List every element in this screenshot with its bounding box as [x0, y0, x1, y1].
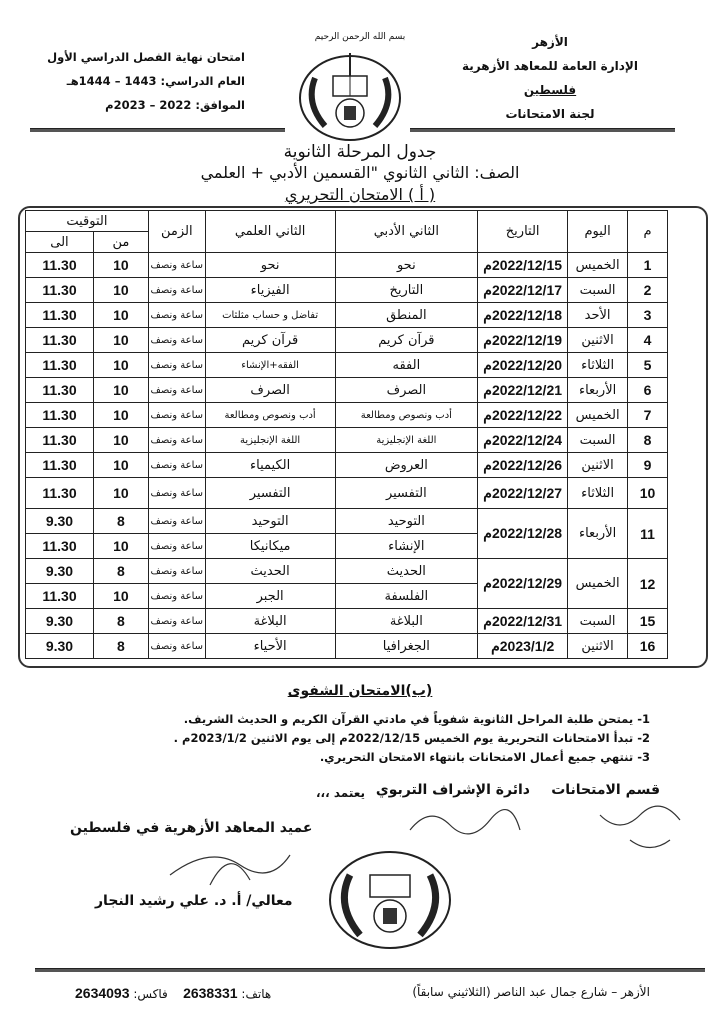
row-number: 4 [628, 328, 668, 353]
literary-subject: الصرف [335, 378, 478, 403]
row-number: 6 [628, 378, 668, 403]
header-from: من [93, 232, 148, 253]
approved-label: يعتمد ،،، [315, 786, 365, 800]
header-literary: الثاني الأدبي [335, 211, 478, 253]
phone-label: هاتف: [241, 987, 272, 1001]
duration: ساعة ونصف [148, 403, 205, 428]
time-to: 9.30 [26, 609, 94, 634]
header-num: م [628, 211, 668, 253]
row-date: 2022/12/27م [478, 478, 568, 509]
literary-subject: العروض [335, 453, 478, 478]
header-date: التاريخ [478, 211, 568, 253]
row-date: 2022/12/28م [478, 509, 568, 559]
time-to: 11.30 [26, 403, 94, 428]
institution-line: لجنة الامتحانات [505, 107, 595, 121]
row-day: الاثنين [568, 328, 628, 353]
section-a-title: ( أ ) الامتحان التحريري [284, 185, 436, 204]
science-subject: الحديث [205, 559, 335, 584]
time-to: 11.30 [26, 253, 94, 278]
time-from: 10 [93, 478, 148, 509]
science-subject: قرآن كريم [205, 328, 335, 353]
literary-subject: أدب ونصوص ومطالعة [335, 403, 478, 428]
fax-label: فاكس: [133, 987, 168, 1001]
time-from: 10 [93, 453, 148, 478]
row-date: 2022/12/24م [478, 428, 568, 453]
row-date: 2022/12/20م [478, 353, 568, 378]
row-day: الأربعاء [568, 509, 628, 559]
footer-address: الأزهر – شارع جمال عبد الناصر (الثلاثيني سابقاً) [412, 985, 650, 999]
time-from: 8 [93, 509, 148, 534]
note-item: 1- يمتحن طلبة المراحل الثانوية شفوياً في مادتي القرآن الكريم و الحديث الشريف. [183, 712, 650, 726]
table-row [26, 559, 668, 584]
institution-line: الأزهر [532, 35, 568, 49]
literary-subject: الجغرافيا [335, 634, 478, 659]
duration: ساعة ونصف [148, 253, 205, 278]
table-row [26, 478, 668, 509]
corresponding-label: الموافق: [195, 98, 245, 112]
row-day: الخميس [568, 253, 628, 278]
literary-subject: الإنشاء [335, 534, 478, 559]
header-to: الى [26, 232, 94, 253]
science-subject: الفيزياء [205, 278, 335, 303]
duration: ساعة ونصف [148, 584, 205, 609]
row-number: 9 [628, 453, 668, 478]
footer-contact [75, 985, 271, 1001]
row-date: 2022/12/21م [478, 378, 568, 403]
science-subject: البلاغة [205, 609, 335, 634]
academic-year-label: العام الدراسي: [160, 74, 245, 88]
row-date: 2022/12/19م [478, 328, 568, 353]
table-row [26, 328, 668, 353]
supervision-dept-label: دائرة الإشراف التربوي [375, 782, 530, 798]
row-number: 11 [628, 509, 668, 559]
row-day: السبت [568, 428, 628, 453]
row-number: 15 [628, 609, 668, 634]
time-to: 9.30 [26, 509, 94, 534]
duration: ساعة ونصف [148, 559, 205, 584]
row-date: 2022/12/18م [478, 303, 568, 328]
time-to: 11.30 [26, 303, 94, 328]
time-from: 10 [93, 403, 148, 428]
literary-subject: البلاغة [335, 609, 478, 634]
table-row [26, 403, 668, 428]
time-to: 11.30 [26, 478, 94, 509]
time-to: 11.30 [26, 353, 94, 378]
science-subject: نحو [205, 253, 335, 278]
stamp-logo [325, 840, 455, 950]
time-from: 10 [93, 353, 148, 378]
row-date: 2022/12/29م [478, 559, 568, 609]
row-day: الاثنين [568, 453, 628, 478]
table-row [26, 303, 668, 328]
table-row [26, 634, 668, 659]
row-number: 2 [628, 278, 668, 303]
science-subject: الفقه+الإنشاء [205, 353, 335, 378]
science-subject: أدب ونصوص ومطالعة [205, 403, 335, 428]
table-row [26, 378, 668, 403]
science-subject: تفاضل و حساب مثلثات [205, 303, 335, 328]
basmala: بسم الله الرحمن الرحيم [314, 32, 406, 42]
table-row [26, 353, 668, 378]
table-row [26, 453, 668, 478]
institution-line: الإدارة العامة للمعاهد الأزهرية [462, 59, 638, 73]
row-date: 2022/12/17م [478, 278, 568, 303]
dean-title: عميد المعاهد الأزهرية في فلسطين [70, 820, 313, 836]
header-duration: الزمن [148, 211, 205, 253]
literary-subject: قرآن كريم [335, 328, 478, 353]
time-from: 10 [93, 303, 148, 328]
row-number: 5 [628, 353, 668, 378]
time-from: 10 [93, 278, 148, 303]
time-to: 11.30 [26, 378, 94, 403]
literary-subject: نحو [335, 253, 478, 278]
literary-subject: الفقه [335, 353, 478, 378]
time-from: 10 [93, 584, 148, 609]
time-from: 10 [93, 428, 148, 453]
science-subject: التفسير [205, 478, 335, 509]
science-subject: الكيمياء [205, 453, 335, 478]
table-row [26, 253, 668, 278]
exam-title: امتحان نهاية الفصل الدراسي الأول [47, 50, 245, 64]
time-from: 10 [93, 253, 148, 278]
exam-schedule-table [25, 210, 668, 659]
literary-subject: الفلسفة [335, 584, 478, 609]
duration: ساعة ونصف [148, 509, 205, 534]
duration: ساعة ونصف [148, 303, 205, 328]
time-to: 11.30 [26, 584, 94, 609]
exam-header [45, 45, 245, 117]
row-number: 7 [628, 403, 668, 428]
row-day: الاثنين [568, 634, 628, 659]
science-subject: الجبر [205, 584, 335, 609]
science-subject: الصرف [205, 378, 335, 403]
class-title: الصف: الثاني الثانوي "القسمين الأدبي + العلمي [200, 163, 520, 182]
row-day: الثلاثاء [568, 478, 628, 509]
row-day: السبت [568, 278, 628, 303]
page-title: جدول المرحلة الثانوية [283, 142, 437, 162]
row-date: 2023/1/2م [478, 634, 568, 659]
time-from: 10 [93, 378, 148, 403]
row-date: 2022/12/31م [478, 609, 568, 634]
time-from: 8 [93, 634, 148, 659]
row-day: الأربعاء [568, 378, 628, 403]
duration: ساعة ونصف [148, 609, 205, 634]
duration: ساعة ونصف [148, 328, 205, 353]
footer-rule [35, 968, 705, 972]
row-number: 8 [628, 428, 668, 453]
duration: ساعة ونصف [148, 534, 205, 559]
row-number: 12 [628, 559, 668, 609]
row-number: 3 [628, 303, 668, 328]
time-to: 11.30 [26, 453, 94, 478]
note-item: 2- تبدأ الامتحانات التحريرية يوم الخميس 2022/12/15م إلى يوم الاثنين 2023/1/2م . [173, 731, 650, 745]
dean-signature [150, 835, 300, 895]
azhar-logo [295, 48, 405, 143]
duration: ساعة ونصف [148, 353, 205, 378]
table-row [26, 278, 668, 303]
notes-list [90, 710, 650, 767]
exams-dept-label: قسم الامتحانات [551, 782, 660, 798]
corresponding-year: 2022 – 2023م [105, 98, 192, 112]
time-to: 11.30 [26, 278, 94, 303]
dean-name: معالي/ أ. د. علي رشيد النجار [95, 893, 293, 909]
literary-subject: التوحيد [335, 509, 478, 534]
row-day: السبت [568, 609, 628, 634]
duration: ساعة ونصف [148, 378, 205, 403]
row-number: 10 [628, 478, 668, 509]
row-day: الخميس [568, 559, 628, 609]
header-rule-left [30, 128, 285, 132]
header-timing: التوقيت [26, 211, 149, 232]
phone-number: 2638331 [183, 985, 238, 1001]
literary-subject: التفسير [335, 478, 478, 509]
row-date: 2022/12/15م [478, 253, 568, 278]
time-to: 11.30 [26, 428, 94, 453]
time-to: 9.30 [26, 559, 94, 584]
time-from: 10 [93, 534, 148, 559]
literary-subject: التاريخ [335, 278, 478, 303]
row-day: الأحد [568, 303, 628, 328]
duration: ساعة ونصف [148, 634, 205, 659]
time-from: 8 [93, 559, 148, 584]
literary-subject: المنطق [335, 303, 478, 328]
oral-exam-title: (ب)الامتحان الشفوى [287, 683, 433, 699]
row-day: الثلاثاء [568, 353, 628, 378]
duration: ساعة ونصف [148, 428, 205, 453]
row-number: 1 [628, 253, 668, 278]
header-science: الثاني العلمي [205, 211, 335, 253]
row-date: 2022/12/22م [478, 403, 568, 428]
literary-subject: الحديث [335, 559, 478, 584]
table-row [26, 609, 668, 634]
row-day: الخميس [568, 403, 628, 428]
header-day: اليوم [568, 211, 628, 253]
time-to: 11.30 [26, 328, 94, 353]
duration: ساعة ونصف [148, 453, 205, 478]
time-to: 11.30 [26, 534, 94, 559]
science-subject: اللغة الإنجليزية [205, 428, 335, 453]
table-row [26, 428, 668, 453]
time-from: 8 [93, 609, 148, 634]
duration: ساعة ونصف [148, 278, 205, 303]
institution-header [450, 30, 650, 126]
academic-year: 1443 – 1444هـ [66, 74, 157, 88]
science-subject: الأحياء [205, 634, 335, 659]
table-row [26, 509, 668, 534]
duration: ساعة ونصف [148, 478, 205, 509]
literary-subject: اللغة الإنجليزية [335, 428, 478, 453]
time-to: 9.30 [26, 634, 94, 659]
institution-line: فلسطين [523, 83, 577, 97]
fax-number: 2634093 [75, 985, 130, 1001]
note-item: 3- تنتهي جميع أعمال الامتحانات بانتهاء الامتحان التحريري. [319, 750, 650, 764]
science-subject: التوحيد [205, 509, 335, 534]
header-rule-right [410, 128, 675, 132]
science-subject: ميكانيكا [205, 534, 335, 559]
row-date: 2022/12/26م [478, 453, 568, 478]
time-from: 10 [93, 328, 148, 353]
row-number: 16 [628, 634, 668, 659]
